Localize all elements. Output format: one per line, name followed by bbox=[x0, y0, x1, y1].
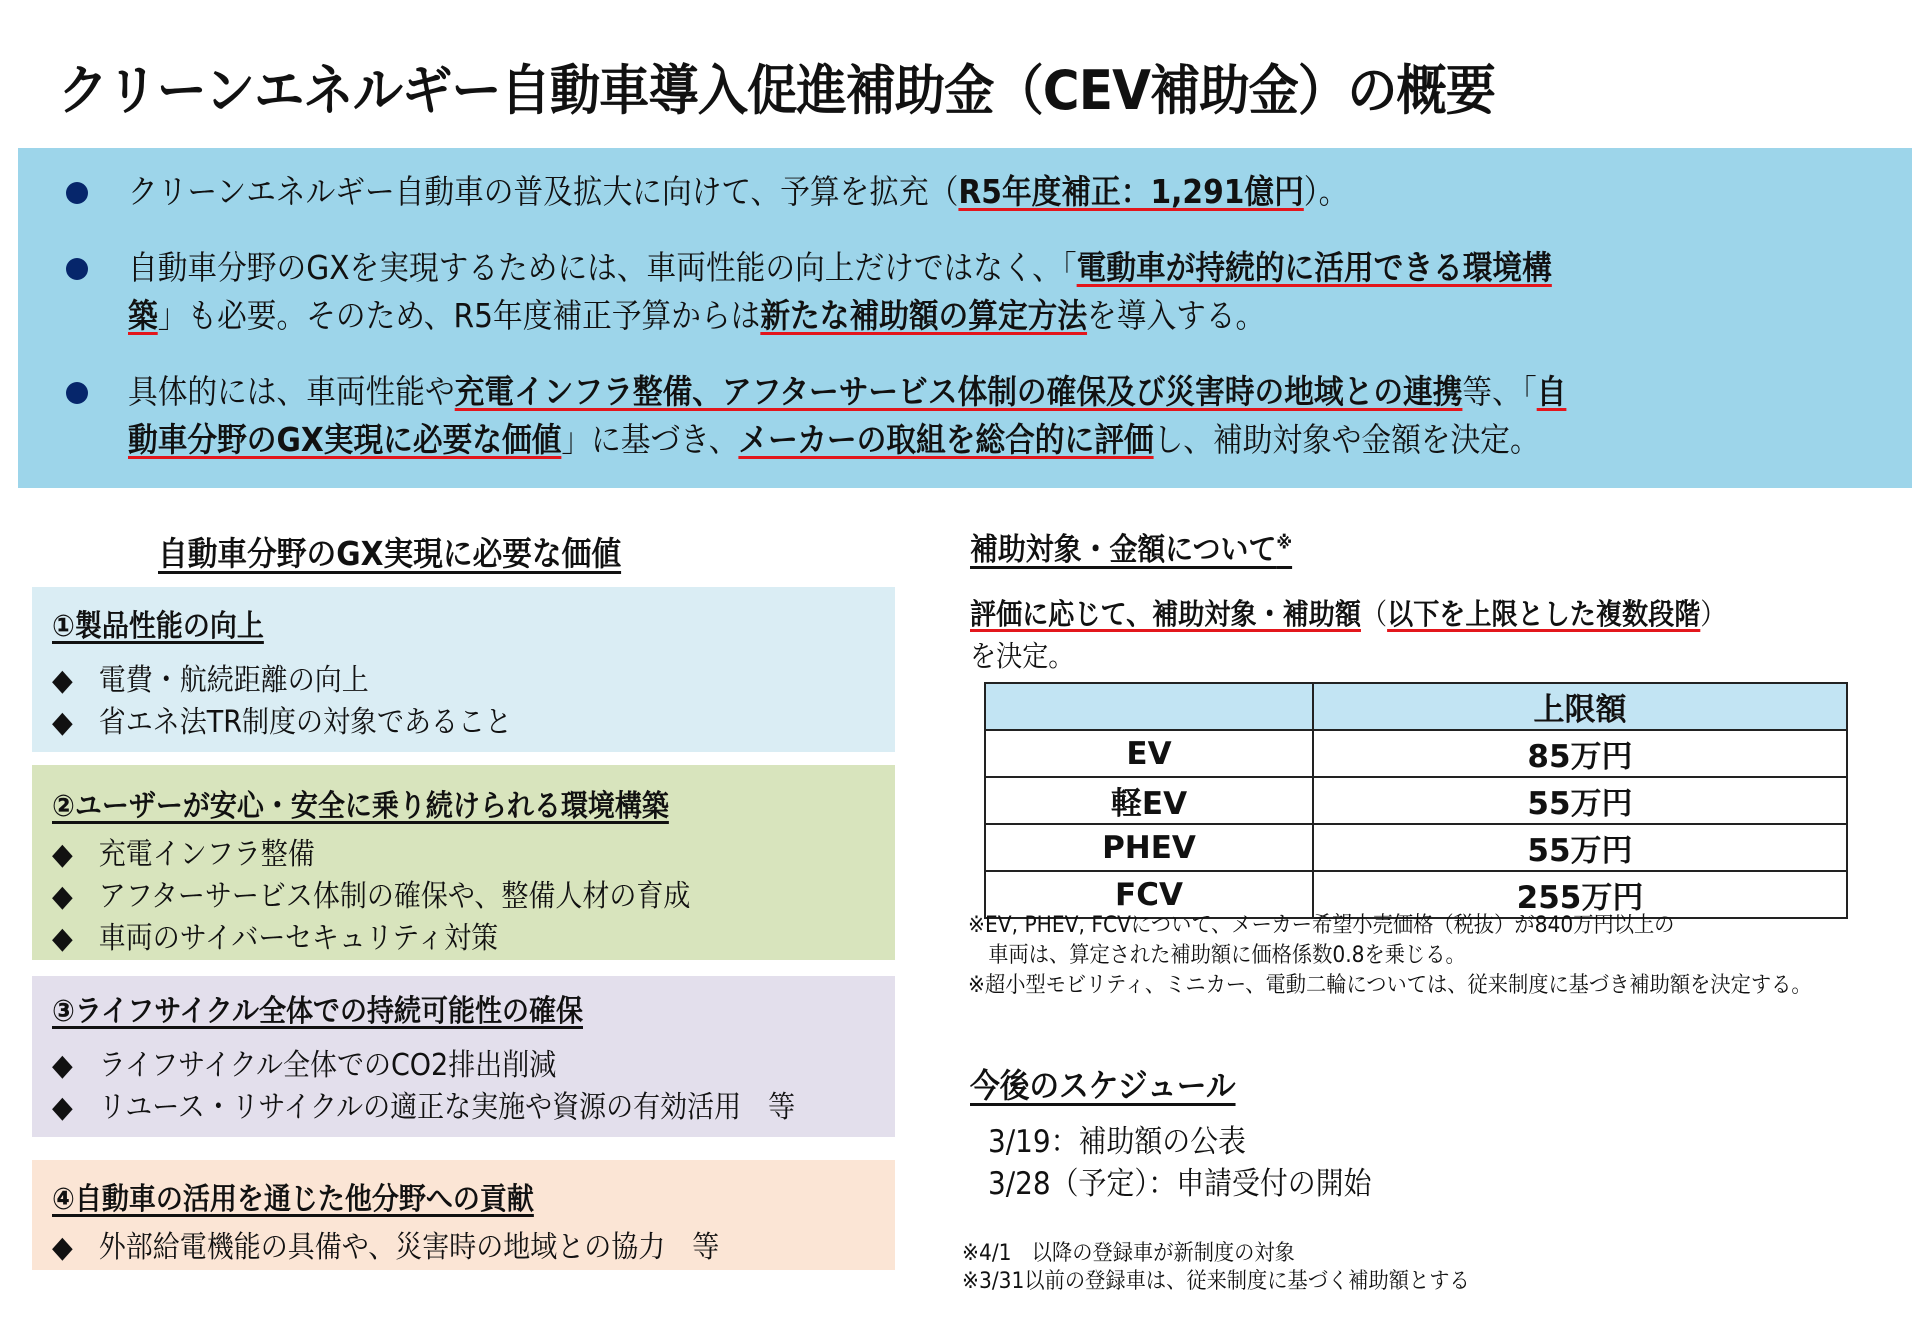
emphasis-segment: 以下を上限とした複数段階 bbox=[1387, 597, 1701, 631]
text-segment: ）。 bbox=[1303, 172, 1349, 211]
bullet-dot-icon bbox=[66, 182, 88, 204]
schedule-note: ※3/31以前の登録車は、従来制度に基づく補助額とする bbox=[962, 1269, 1470, 1294]
subsidy-heading bbox=[970, 524, 1292, 569]
value-item-text: 充電インフラ整備 bbox=[98, 837, 315, 872]
subsidy-heading-text: 補助対象・金額について bbox=[970, 532, 1277, 568]
value-box-title: ①製品性能の向上 bbox=[52, 609, 264, 644]
value-item-text: 省エネ法TR制度の対象であること bbox=[98, 705, 513, 740]
text-segment: クリーンエネルギー自動車の普及拡大に向けて、予算を拡充（ bbox=[128, 172, 959, 211]
table-footnote: 車両は、算定された補助額に価格係数0.8を乗じる。 bbox=[968, 943, 1466, 968]
text-segment: し、補助対象や金額を決定。 bbox=[1153, 420, 1540, 459]
value-box-title: ②ユーザーが安心・安全に乗り続けられる環境構築 bbox=[52, 789, 669, 824]
schedule-item: 3/19：補助額の公表 bbox=[988, 1124, 1246, 1160]
subsidy-intro-line1 bbox=[970, 592, 1726, 633]
emphasis-segment: メーカーの取組を総合的に評価 bbox=[738, 420, 1154, 459]
table-footnote: ※EV, PHEV, FCVについて、メーカー希望小売価格（税抜）が840万円以上の bbox=[968, 913, 1675, 938]
limit-amount-cell: 55万円 bbox=[1313, 777, 1847, 824]
subsidy-limit-table bbox=[984, 682, 1848, 919]
table-header-row bbox=[985, 683, 1847, 730]
bullet-text-line2 bbox=[128, 292, 1698, 340]
bullet-text-line1 bbox=[128, 368, 1698, 416]
value-item-text: リユース・リサイクルの適正な実施や資源の有効活用 等 bbox=[98, 1090, 796, 1125]
text-segment: を導入する。 bbox=[1087, 296, 1266, 335]
value-item bbox=[52, 1222, 719, 1266]
value-box-title: ③ライフサイクル全体での持続可能性の確保 bbox=[52, 994, 583, 1029]
diamond-bullet-icon: ◆ bbox=[52, 1090, 73, 1125]
value-item bbox=[52, 1082, 795, 1126]
value-box-2 bbox=[32, 765, 895, 960]
bullet-dot-icon bbox=[66, 382, 88, 404]
emphasis-segment: 新たな補助額の算定方法 bbox=[760, 296, 1088, 335]
schedule-heading: 今後のスケジュール bbox=[970, 1066, 1236, 1105]
diamond-bullet-icon: ◆ bbox=[52, 705, 73, 740]
vehicle-type-cell: PHEV bbox=[985, 824, 1313, 871]
value-box-3 bbox=[32, 976, 895, 1137]
table-header-cell: 上限額 bbox=[1313, 683, 1847, 730]
table-row bbox=[985, 777, 1847, 824]
value-item bbox=[52, 871, 690, 915]
value-item-text: アフターサービス体制の確保や、整備人材の育成 bbox=[98, 879, 691, 914]
limit-amount-cell: 255万円 bbox=[1313, 871, 1847, 918]
footnote-mark: ※ bbox=[1276, 532, 1293, 554]
value-item bbox=[52, 1040, 556, 1084]
table-row bbox=[985, 824, 1847, 871]
limit-amount-cell: 85万円 bbox=[1313, 730, 1847, 777]
text-segment: 等、「 bbox=[1462, 372, 1537, 411]
vehicle-type-cell: FCV bbox=[985, 871, 1313, 918]
value-item-text: 電費・航続距離の向上 bbox=[98, 663, 369, 698]
vehicle-type-cell: 軽EV bbox=[985, 777, 1313, 824]
gx-value-heading: 自動車分野のGX実現に必要な価値 bbox=[158, 534, 622, 573]
value-box-1 bbox=[32, 587, 895, 752]
table-row bbox=[985, 730, 1847, 777]
bullet-text-line1 bbox=[128, 244, 1698, 292]
text-segment: （ bbox=[1360, 597, 1388, 631]
text-segment: 」に基づき、 bbox=[561, 420, 739, 459]
value-item-text: 車両のサイバーセキュリティ対策 bbox=[98, 921, 499, 956]
emphasis-segment: 評価に応じて、補助対象・補助額 bbox=[970, 597, 1361, 631]
vehicle-type-cell: EV bbox=[985, 730, 1313, 777]
table-header-cell bbox=[985, 683, 1313, 730]
bullet-dot-icon bbox=[66, 258, 88, 280]
value-item bbox=[52, 655, 369, 699]
table-footnote: ※超小型モビリティ、ミニカー、電動二輪については、従来制度に基づき補助額を決定する。 bbox=[968, 973, 1812, 998]
bullet-text bbox=[128, 168, 1698, 216]
text-segment: 」も必要。そのため、R5年度補正予算からは bbox=[157, 296, 761, 335]
value-box-title: ④自動車の活用を通じた他分野への貢献 bbox=[52, 1182, 534, 1217]
limit-amount-cell: 55万円 bbox=[1313, 824, 1847, 871]
schedule-note: ※4/1 以降の登録車が新制度の対象 bbox=[962, 1241, 1295, 1266]
emphasis-budget: R5年度補正：1,291億円 bbox=[958, 172, 1304, 211]
emphasis-segment: 充電インフラ整備、アフターサービス体制の確保及び災害時の地域との連携 bbox=[454, 372, 1463, 411]
emphasis-segment: 動車分野のGX実現に必要な価値 bbox=[128, 420, 562, 459]
diamond-bullet-icon: ◆ bbox=[52, 663, 73, 698]
summary-banner bbox=[18, 148, 1912, 488]
diamond-bullet-icon: ◆ bbox=[52, 879, 73, 914]
emphasis-segment: 自 bbox=[1536, 372, 1567, 411]
page-title: クリーンエネルギー自動車導入促進補助金（CEV補助金）の概要 bbox=[58, 59, 1496, 122]
diamond-bullet-icon: ◆ bbox=[52, 1230, 73, 1265]
schedule-item: 3/28（予定）：申請受付の開始 bbox=[988, 1166, 1372, 1202]
value-item bbox=[52, 697, 512, 741]
value-item-text: ライフサイクル全体でのCO2排出削減 bbox=[98, 1048, 557, 1083]
text-segment: 自動車分野のGXを実現するためには、車両性能の向上だけではなく、「 bbox=[128, 248, 1077, 287]
subsidy-intro-line2: を決定。 bbox=[970, 639, 1075, 673]
emphasis-segment: 電動車が持続的に活用できる環境構 bbox=[1076, 248, 1552, 287]
value-box-4 bbox=[32, 1160, 895, 1270]
bullet-text-line2 bbox=[128, 416, 1698, 464]
value-item-text: 外部給電機能の具備や、災害時の地域との協力 等 bbox=[98, 1230, 720, 1265]
value-item bbox=[52, 829, 315, 873]
text-segment: 具体的には、車両性能や bbox=[128, 372, 455, 411]
text-segment: ） bbox=[1700, 597, 1727, 631]
emphasis-segment: 築 bbox=[128, 296, 158, 335]
value-item bbox=[52, 913, 498, 957]
diamond-bullet-icon: ◆ bbox=[52, 837, 73, 872]
diamond-bullet-icon: ◆ bbox=[52, 1048, 73, 1083]
diamond-bullet-icon: ◆ bbox=[52, 921, 73, 956]
